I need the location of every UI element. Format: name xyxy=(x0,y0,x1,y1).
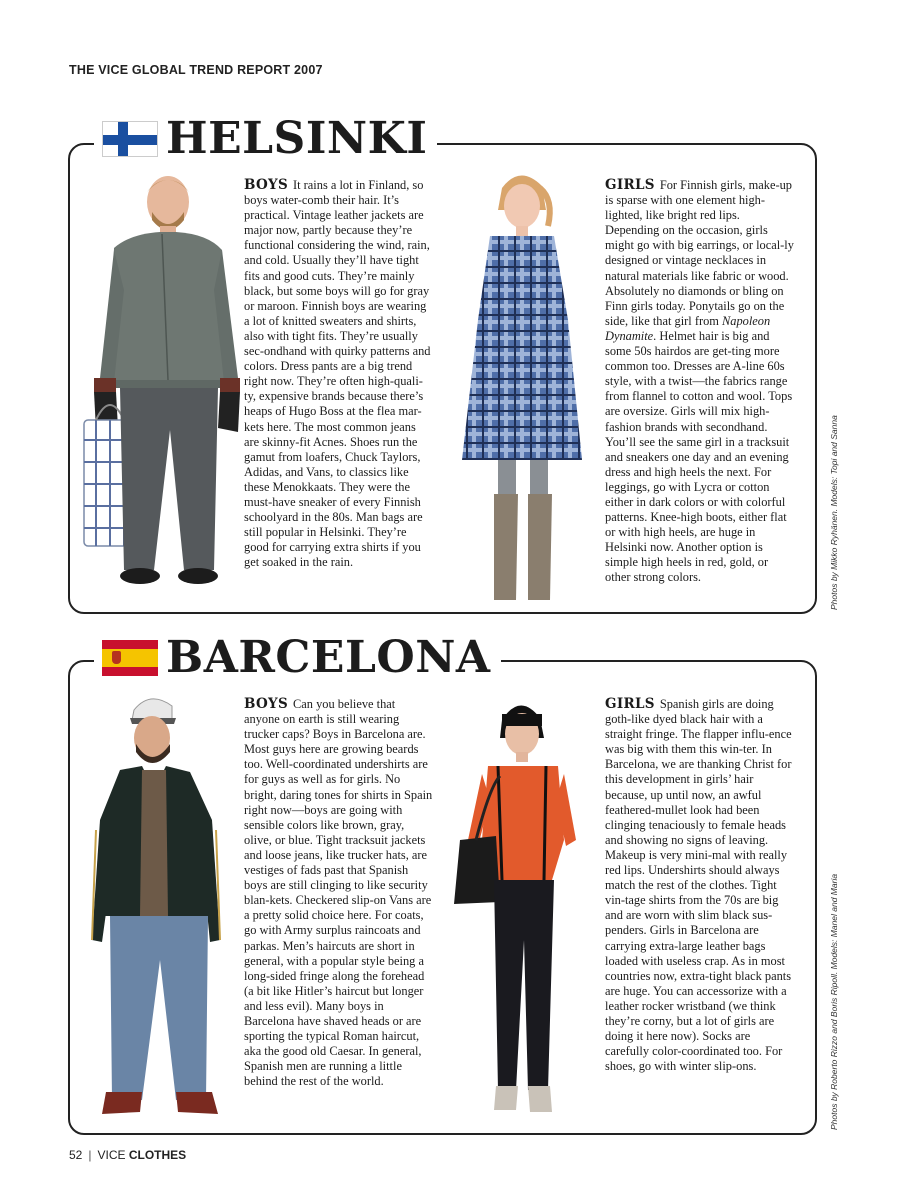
barcelona-girls-body: Spanish girls are doing goth-like dyed black hair with a straight fringe. The flapper influ-ence was big with them this win-ter. In Barcelona, we are thanking Christ for this development in girls’ hair because, up until now, an awful feathered-mullet look had been clinging tenaciously to female heads and showing no signs of leaving. Makeup is very mini-mal with really red lips. Undershirts should always match the rest of the clothes. Tight vin-tage shirts from the 70s are big and are worn with slim black sus-penders. Girls in Barcelona are carrying extra-large leather bags loaded with useless crap. As in most countries now, extra-tight black pants are huge. You can accessorize with a leather rocker wristband (we think they’re corny, but a lot of girls are doing it here now). Socks are carefully color-coordinated too. For shoes, go with winter slip-ons. xyxy=(605,697,792,1074)
helsinki-boys-text xyxy=(244,178,434,570)
barcelona-boys-label: BOYS xyxy=(244,696,289,712)
helsinki-photo-credit: Photos by Mikko Ryhänen. Models: Topi and Sanna xyxy=(829,415,839,610)
helsinki-title: HELSINKI xyxy=(166,113,428,164)
helsinki-girls-text xyxy=(605,178,795,586)
footer-brand: VICE xyxy=(97,1148,126,1162)
barcelona-title: BARCELONA xyxy=(166,632,491,683)
footer-separator: | xyxy=(88,1148,92,1162)
helsinki-heading xyxy=(94,114,437,164)
helsinki-girl-photo xyxy=(450,170,600,606)
barcelona-boys-text xyxy=(244,697,434,1089)
spain-flag-icon xyxy=(102,640,158,676)
helsinki-boys-body: It rains a lot in Finland, so boys water-comb their hair. It’s practical. Vintage leather jackets are major now, partly because they’re functional considering the wind, rain, and cold. Usually they’ll have tight fits and good cuts. They’re mainly black, but some boys will go for gray or maroon. Finnish boys are wearing a lot of knitted sweaters and shirts, also with tight fits. They’re usually sec-ondhand with quirky patterns and colors. Dress pants are a big trend right now. They’re often high-quali-ty, expensive brands because there’s heaps of Hugo Boss at the flea mar-kets here. The most common jeans are skinny-fit Acnes. Shoes run the gamut from loafers, Chuck Taylors, Adidas, and Vans, to classics like these Menokkaats. They were the must-have sneaker of every Finnish schoolyard in the 80s. Man bags are still popular in Helsinki. They’re good for carrying extra shirts if you get soaked in the rain. xyxy=(244,178,431,570)
helsinki-girls-body-2: . Helmet hair is big and some 50s hairdos are get-ting more common too. Dresses are A-line 60s style, with a twist—the fabrics range from flannel to cotton and wool. Tops are oversize. Girls will mix high-fashion brands with secondhand. You’ll see the same girl in a tracksuit and sneakers one day and an evening dress and high heels the next. For leggings, go with Lycra or cotton either in dark colors or with colorful patterns. Knee-high boots, either flat or with high heels, are huge in Helsinki now. Another option is simple high heels in red, gold, or other strong colors. xyxy=(605,328,793,585)
barcelona-boys-body: Can you believe that anyone on earth is still wearing trucker caps? Boys in Barcelona are. Most guys here are growing beards too. Well-coordinated undershirts are for guys as well as for girls. No bright, daring tones for shirts in Spain right now—boys are going with sensible colors like brown, gray, olive, or blue. Tight tracksuit jackets and loose jeans, like trucker hats, are vestiges of fads past that Spanish boys are still clinging to like security blan-kets. Checkered slip-on Vans are a pretty solid choice here. For coats, go with Army surplus raincoats and parkas. Men’s haircuts are short in general, with a popular style being a long-sided fringe along the forehead (a bit like Hitler’s haircut but longer and less evil). Many boys in Barcelona have shaved heads or are sporting the typical Roman haircut, aka the good old Caesar. In general, Spanish men are running a little behind the rest of the world. xyxy=(244,697,433,1089)
helsinki-boys-label: BOYS xyxy=(244,177,289,193)
helsinki-girls-label: GIRLS xyxy=(605,177,655,193)
page-footer xyxy=(69,1148,186,1162)
barcelona-boy-photo xyxy=(80,690,240,1130)
barcelona-girls-label: GIRLS xyxy=(605,696,655,712)
finland-flag-icon xyxy=(102,121,158,157)
barcelona-heading xyxy=(94,632,501,684)
helsinki-boy-photo xyxy=(80,170,240,606)
report-header: THE VICE GLOBAL TREND REPORT 2007 xyxy=(69,63,323,77)
barcelona-photo-credit: Photos by Roberto Rizzo and Boris Ripoll. Models: Manel and Maria xyxy=(829,873,839,1130)
helsinki-girls-body-1: For Finnish girls, make-up is sparse with one element high-lighted, like bright red lips. Depending on the occasion, girls might go with big earrings, or local-ly designed or vintage necklaces in natural materials like fabric or wood. Absolutely no diamonds or bling on Finn girls today. Ponytails go on the side, like that girl from xyxy=(605,178,794,328)
barcelona-girls-text xyxy=(605,697,795,1074)
helsinki-girls-film-title: Napoleon Dynamite xyxy=(605,313,771,343)
barcelona-girl-photo xyxy=(440,690,600,1130)
footer-section: CLOTHES xyxy=(128,1148,187,1162)
page-number: 52 xyxy=(69,1148,83,1162)
